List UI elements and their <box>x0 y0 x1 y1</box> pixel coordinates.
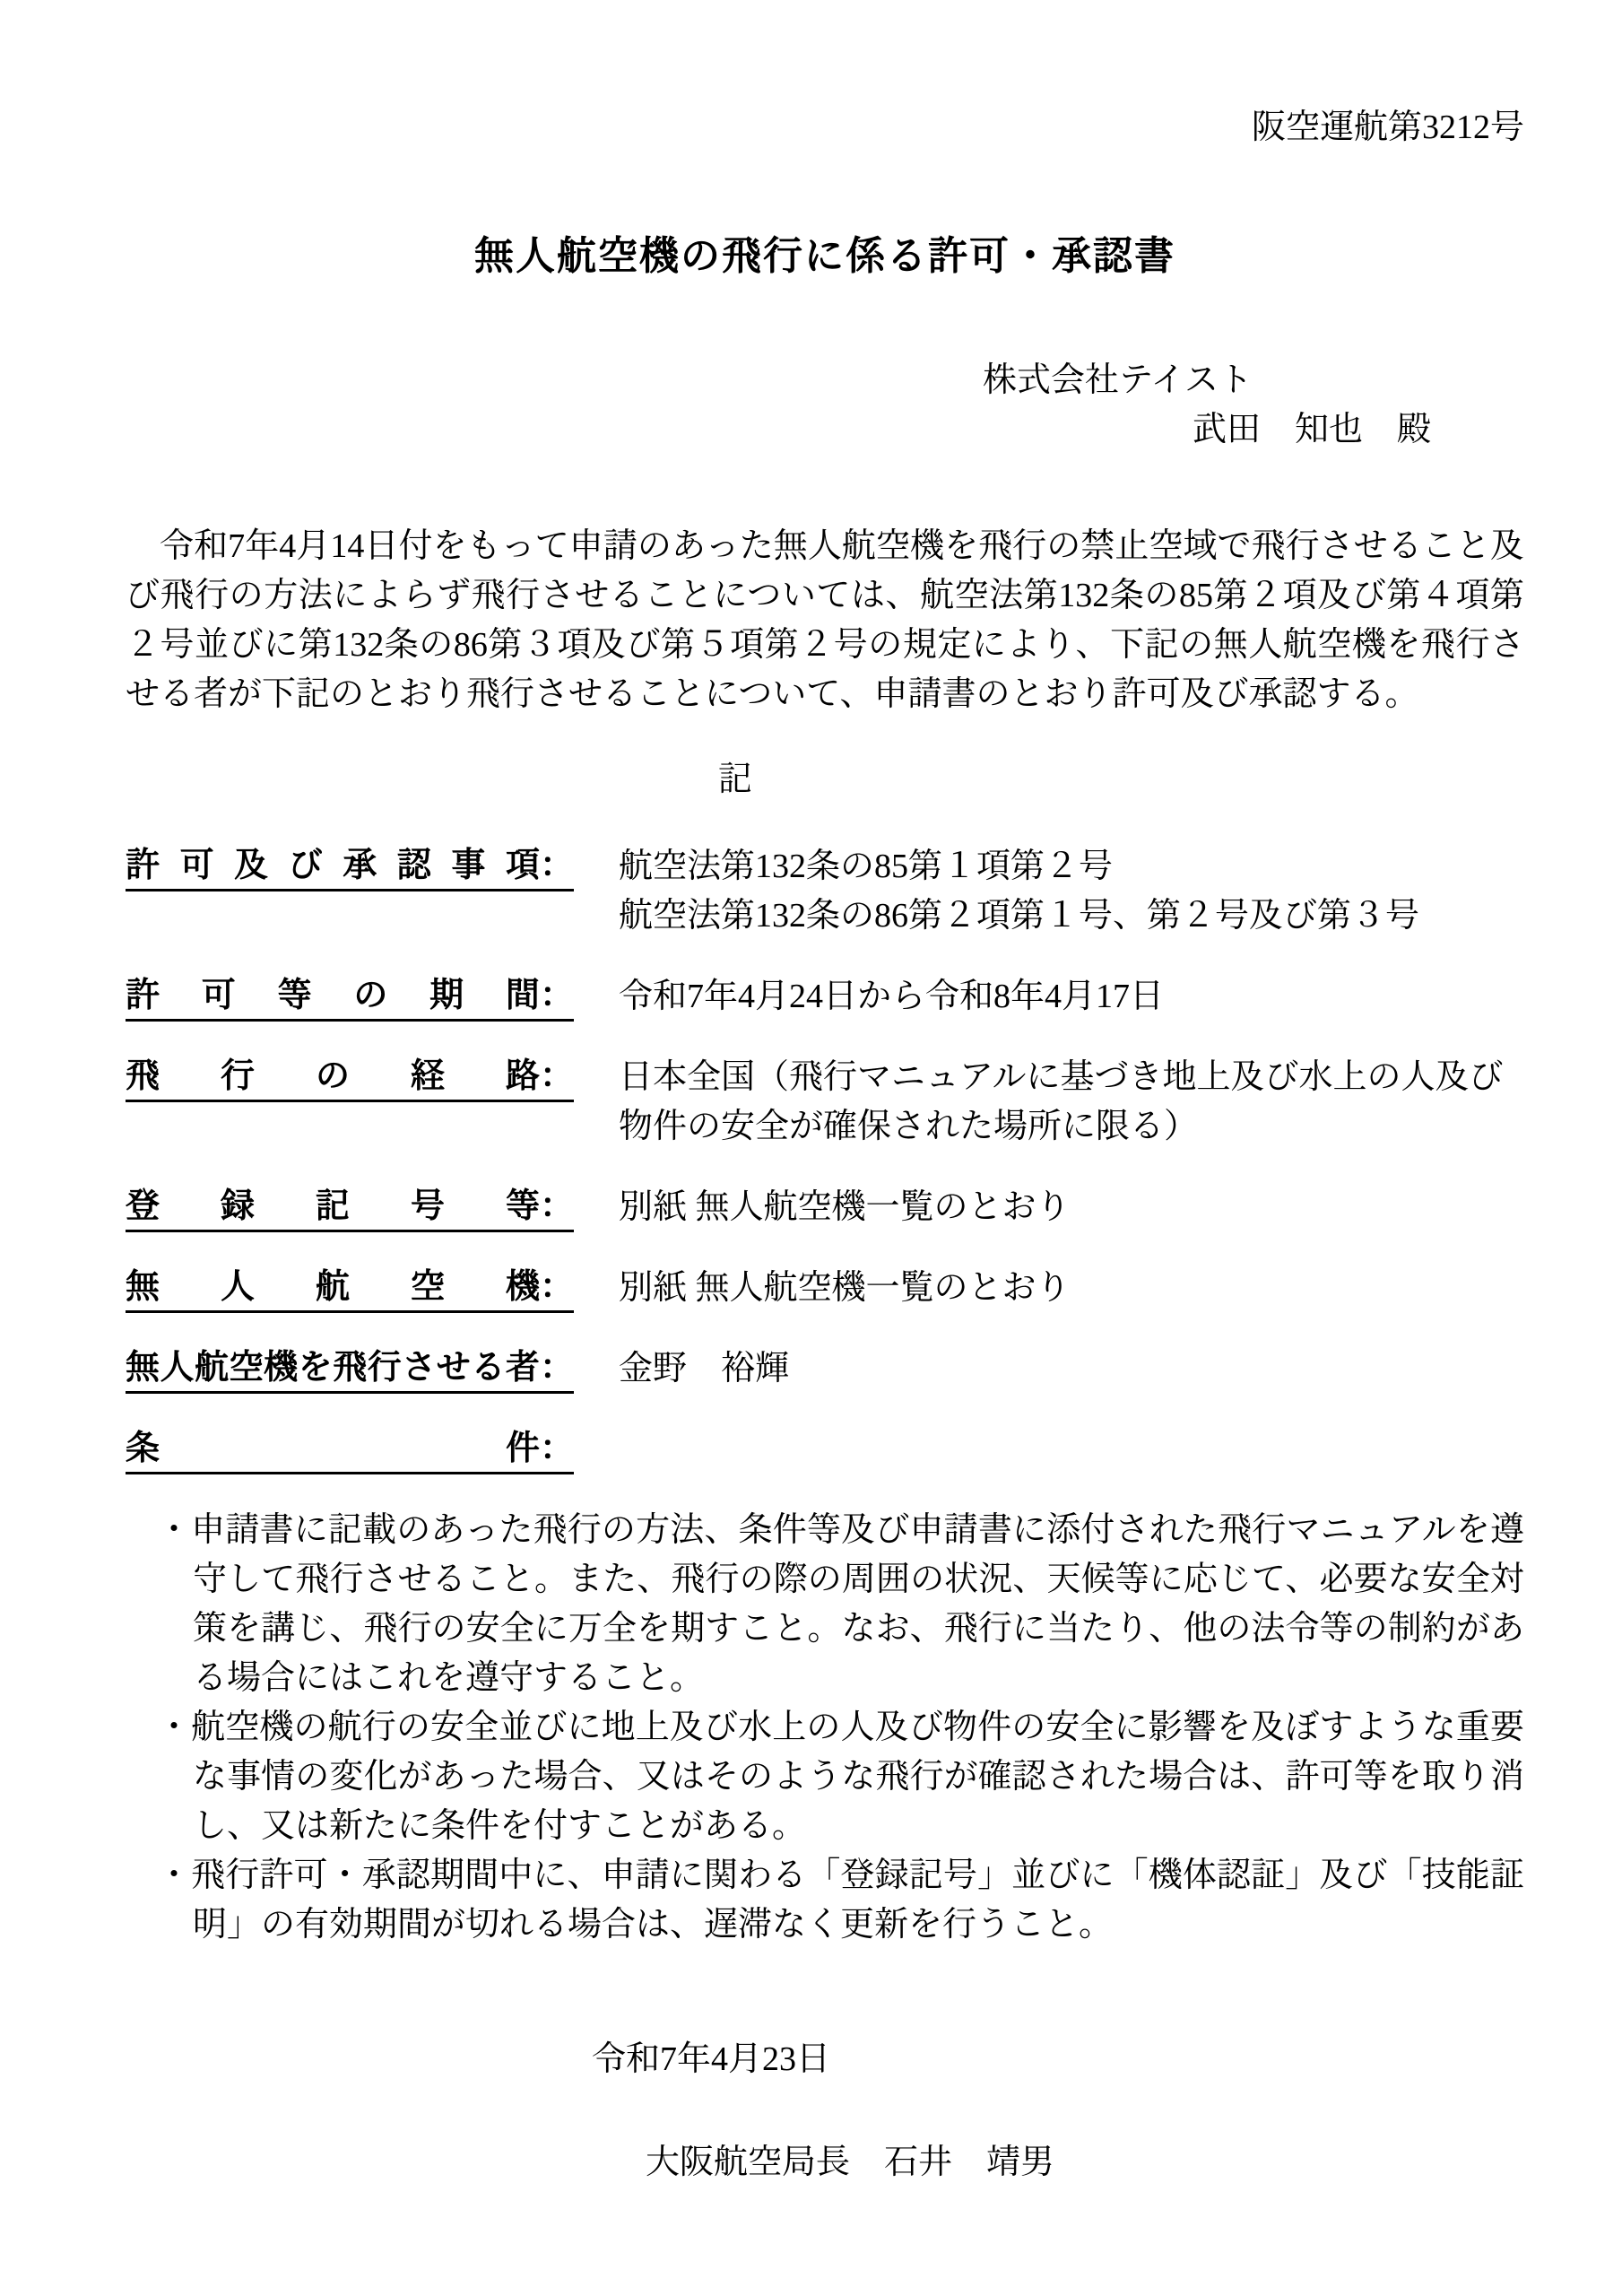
record-marker: 記 <box>717 761 752 798</box>
item-row <box>126 1053 1524 1152</box>
issue-date: 令和7年4月23日 <box>592 2040 831 2078</box>
item-label: 登 録 記 号 等 ： <box>126 1183 574 1232</box>
condition-item: ・航空機の航行の安全並びに地上及び水上の人及び物件の安全に影響を及ぼすような重要な事情の変化があった場合、又はそのような飛行が確認された場合は、許可等を取り消し、又は新たに条件を付すことがある。 <box>157 1709 1524 1845</box>
items-list <box>126 842 1524 1474</box>
conditions-list <box>126 1506 1524 1950</box>
item-row <box>126 1183 1524 1232</box>
item-row <box>126 1425 1524 1474</box>
item-row <box>126 972 1524 1022</box>
page-title: 無人航空機の飛行に係る許可・承認書 <box>474 234 1175 278</box>
item-label: 無 人 航 空 機 を 飛 行 さ せ る 者 ： <box>126 1344 574 1394</box>
addressee-block <box>983 356 1524 455</box>
addressee-company: 株式会社テイスト <box>983 361 1253 399</box>
condition-item: ・飛行許可・承認期間中に、申請に関わる「登録記号」並びに「機体認証」及び「技能証明」の有効期間が切れる場合は、遅滞なく更新を行うこと。 <box>157 1857 1524 1944</box>
doc-number: 阪空運航第3212号 <box>1251 109 1524 146</box>
body-paragraph: 令和7年4月14日付をもって申請のあった無人航空機を飛行の禁止空域で飛行させること及び飛行の方法によらず飛行させることについては、航空法第132条の85第２項及び第４項第２号並びに第132条の86第３項及び第５項第２号の規定により、下記の無人航空機を飛行させる者が下記のとおり飛行させることについて、申請書のとおり許可及び承認する。 <box>126 527 1524 713</box>
item-value: 別紙 無人航空機一覧のとおり <box>619 1269 1071 1307</box>
condition-item: ・申請書に記載のあった飛行の方法、条件等及び申請書に添付された飛行マニュアルを遵守して飛行させること。また、飛行の際の周囲の状況、天候等に応じて、必要な安全対策を講じ、飛行の安全に万全を期すこと。なお、飛行に当たり、他の法令等の制約がある場合にはこれを遵守すること。 <box>157 1511 1524 1697</box>
item-row <box>126 842 1524 941</box>
item-values <box>619 1344 1524 1394</box>
item-value: 航空法第132条の85第１項第２号 <box>619 848 1114 885</box>
item-label: 無 人 航 空 機 ： <box>126 1264 574 1313</box>
item-label: 条 件 ： <box>126 1425 574 1474</box>
item-values <box>619 972 1524 1022</box>
item-label: 許 可 等 の 期 間 ： <box>126 972 574 1022</box>
item-values <box>619 1183 1524 1232</box>
item-value: 航空法第132条の86第２項第１号、第２号及び第３号 <box>619 897 1420 935</box>
item-label: 許 可 及 び 承 認 事 項 ： <box>126 842 574 891</box>
addressee-person: 武田 知也 殿 <box>1193 411 1432 448</box>
item-value: 金野 裕輝 <box>619 1350 790 1387</box>
item-label: 飛 行 の 経 路 ： <box>126 1053 574 1102</box>
item-row <box>126 1264 1524 1313</box>
item-values <box>619 1053 1524 1152</box>
item-values <box>619 1264 1524 1313</box>
item-value: 日本全国（飛行マニュアルに基づき地上及び水上の人及び物件の安全が確保された場所に限る） <box>619 1058 1504 1145</box>
item-values <box>619 842 1524 941</box>
item-value: 令和7年4月24日から令和8年4月17日 <box>619 978 1165 1015</box>
issuer-signature: 大阪航空局長 石井 靖男 <box>646 2144 1055 2181</box>
item-row <box>126 1344 1524 1394</box>
item-value: 別紙 無人航空機一覧のとおり <box>619 1188 1071 1226</box>
